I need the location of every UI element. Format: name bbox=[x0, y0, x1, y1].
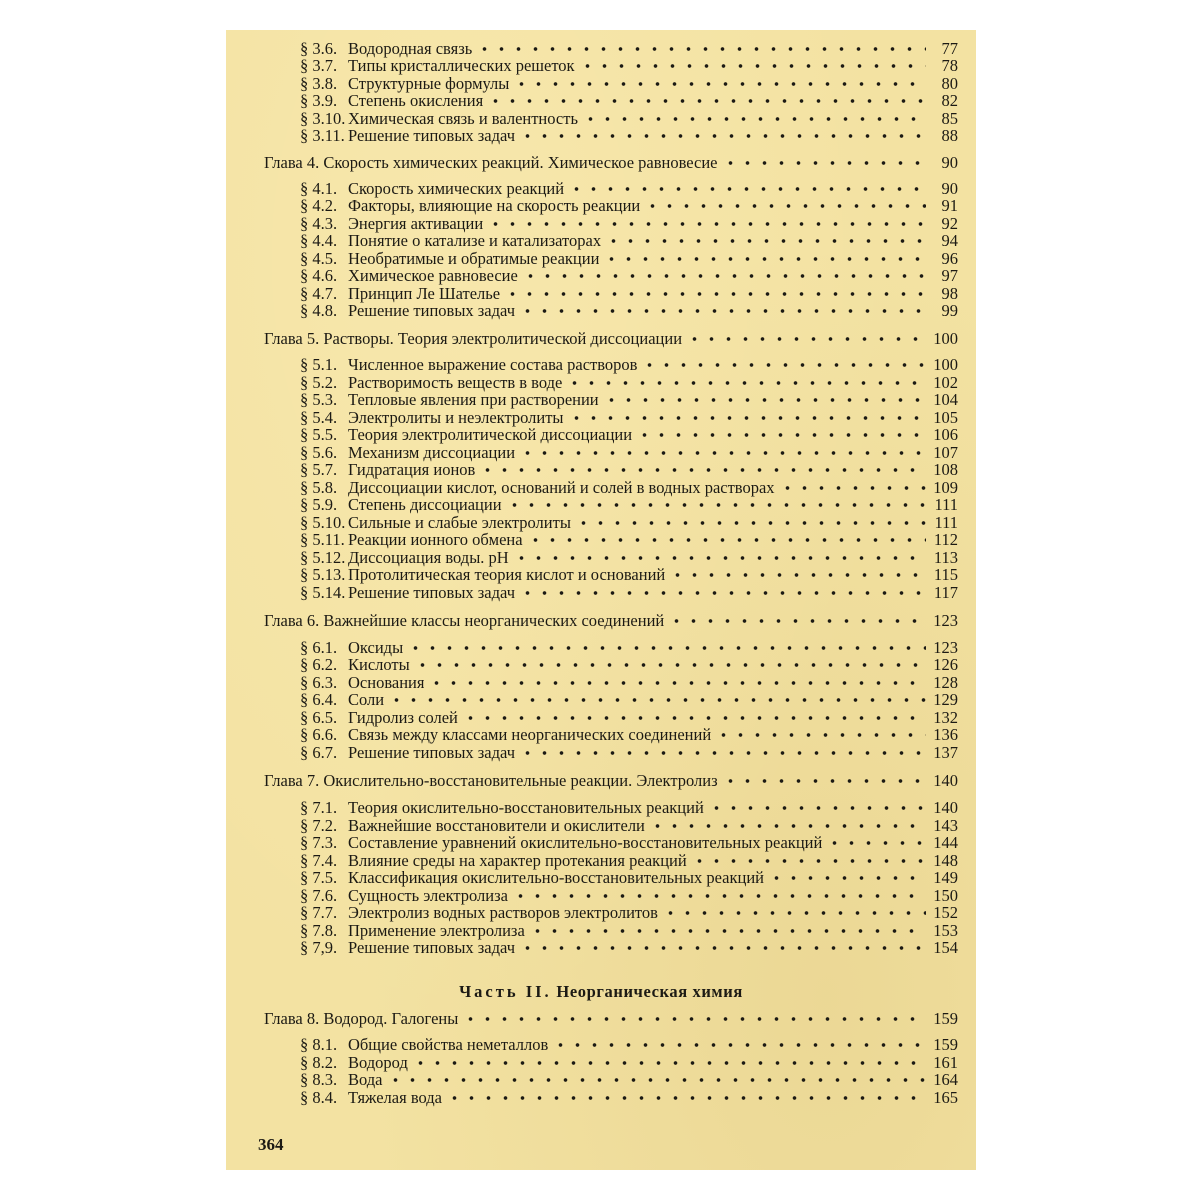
dot-leader bbox=[519, 308, 926, 314]
section-entry bbox=[300, 939, 958, 957]
page-number: 364 bbox=[258, 1135, 284, 1154]
section-entry bbox=[300, 922, 958, 940]
entry-page-number: 85 bbox=[941, 109, 958, 128]
section-number: § 4.1. bbox=[300, 179, 338, 198]
dot-leader bbox=[529, 928, 926, 934]
section-title: Численное выражение состава растворов bbox=[348, 356, 638, 374]
section-entry bbox=[300, 215, 958, 233]
dot-leader bbox=[715, 732, 926, 738]
entry-page-number: 159 bbox=[933, 1009, 958, 1028]
section-title: Классификация окислительно-восстановительных реакций bbox=[348, 869, 764, 887]
part-heading bbox=[226, 982, 976, 1002]
entry-page-number: 165 bbox=[933, 1088, 958, 1107]
entry-page-number: 137 bbox=[933, 743, 958, 762]
dot-leader bbox=[519, 450, 926, 456]
dot-leader bbox=[513, 555, 926, 561]
section-number: § 6.6. bbox=[300, 725, 338, 744]
section-entry bbox=[300, 409, 958, 427]
dot-leader bbox=[575, 520, 926, 526]
dot-leader bbox=[412, 1060, 926, 1066]
section-title: Связь между классами неорганических соединений bbox=[348, 726, 712, 744]
section-number: § 7,9. bbox=[300, 938, 338, 957]
section-number: § 5.4. bbox=[300, 408, 338, 427]
entry-page-number: 136 bbox=[933, 725, 958, 744]
section-number: § 3.6. bbox=[300, 39, 338, 58]
section-number: § 4.7. bbox=[300, 284, 338, 303]
section-entry bbox=[300, 584, 958, 602]
dot-leader bbox=[722, 778, 926, 784]
section-entry bbox=[300, 75, 958, 93]
entry-page-number: 108 bbox=[933, 460, 958, 479]
dot-leader bbox=[566, 380, 926, 386]
section-title: Тепловые явления при растворении bbox=[348, 391, 599, 409]
section-number: § 7.5. bbox=[300, 868, 338, 887]
section-title: Тяжелая вода bbox=[348, 1089, 442, 1107]
section-entry bbox=[300, 356, 958, 374]
part-label: Часть II. bbox=[459, 982, 552, 1001]
dot-leader bbox=[462, 715, 926, 721]
section-title: Структурные формулы bbox=[348, 75, 510, 93]
section-number: § 6.5. bbox=[300, 708, 338, 727]
dot-leader bbox=[603, 256, 926, 262]
dot-leader bbox=[527, 537, 926, 543]
dot-leader bbox=[582, 116, 926, 122]
section-entry bbox=[300, 531, 958, 549]
section-entry bbox=[300, 285, 958, 303]
section-entry bbox=[300, 817, 958, 835]
dot-leader bbox=[487, 98, 926, 104]
section-title: Гидратация ионов bbox=[348, 461, 476, 479]
section-number: § 6.3. bbox=[300, 673, 338, 692]
entry-page-number: 97 bbox=[941, 266, 958, 285]
dot-leader bbox=[636, 432, 926, 438]
section-title: Кислоты bbox=[348, 656, 410, 674]
entry-page-number: 111 bbox=[934, 495, 958, 514]
dot-leader bbox=[519, 590, 926, 596]
section-title: Решение типовых задач bbox=[348, 744, 515, 762]
dot-leader bbox=[479, 467, 926, 473]
section-title: Водород bbox=[348, 1054, 408, 1072]
section-entry bbox=[300, 302, 958, 320]
section-entry bbox=[300, 514, 958, 532]
section-number: § 7.8. bbox=[300, 921, 338, 940]
section-number: § 6.2. bbox=[300, 655, 338, 674]
section-title: Гидролиз солей bbox=[348, 709, 458, 727]
entry-page-number: 77 bbox=[941, 39, 958, 58]
section-number: § 7.3. bbox=[300, 833, 338, 852]
chapter-entry bbox=[264, 612, 958, 630]
section-title: Общие свойства неметаллов bbox=[348, 1036, 549, 1054]
section-number: § 4.8. bbox=[300, 301, 338, 320]
dot-leader bbox=[603, 397, 926, 403]
entry-page-number: 150 bbox=[933, 886, 958, 905]
section-title: Скорость химических реакций bbox=[348, 180, 565, 198]
section-number: § 5.8. bbox=[300, 478, 338, 497]
dot-leader bbox=[662, 910, 926, 916]
entry-page-number: 80 bbox=[941, 74, 958, 93]
dot-leader bbox=[487, 221, 926, 227]
section-number: § 4.5. bbox=[300, 249, 338, 268]
entry-page-number: 100 bbox=[933, 355, 958, 374]
section-entry bbox=[300, 852, 958, 870]
section-entry bbox=[300, 1036, 958, 1054]
section-entry bbox=[300, 1054, 958, 1072]
section-title: Решение типовых задач bbox=[348, 584, 515, 602]
section-number: § 4.2. bbox=[300, 196, 338, 215]
section-number: § 5.3. bbox=[300, 390, 338, 409]
section-title: Теория электролитической диссоциации bbox=[348, 426, 633, 444]
entry-page-number: 112 bbox=[933, 530, 958, 549]
section-title: Растворимость веществ в воде bbox=[348, 374, 563, 392]
section-title: Диссоциации кислот, оснований и солей в водных растворах bbox=[348, 479, 775, 497]
section-entry bbox=[300, 869, 958, 887]
section-entry bbox=[300, 197, 958, 215]
dot-leader bbox=[579, 63, 926, 69]
section-number: § 5.6. bbox=[300, 443, 338, 462]
entry-page-number: 152 bbox=[933, 903, 958, 922]
section-entry bbox=[300, 744, 958, 762]
section-number: § 8.2. bbox=[300, 1053, 338, 1072]
dot-leader bbox=[504, 291, 926, 297]
section-number: § 6.7. bbox=[300, 743, 338, 762]
section-entry bbox=[300, 232, 958, 250]
section-entry bbox=[300, 461, 958, 479]
section-number: § 5.9. bbox=[300, 495, 338, 514]
dot-leader bbox=[568, 186, 926, 192]
section-entry bbox=[300, 92, 958, 110]
entry-page-number: 82 bbox=[941, 91, 958, 110]
entry-page-number: 149 bbox=[933, 868, 958, 887]
section-title: Соли bbox=[348, 691, 385, 709]
dot-leader bbox=[519, 945, 926, 951]
entry-page-number: 98 bbox=[941, 284, 958, 303]
section-title: Решение типовых задач bbox=[348, 127, 515, 145]
section-title: Вода bbox=[348, 1071, 383, 1089]
section-entry bbox=[300, 709, 958, 727]
section-number: § 5.1. bbox=[300, 355, 338, 374]
entry-page-number: 161 bbox=[933, 1053, 958, 1072]
entry-page-number: 94 bbox=[941, 231, 958, 250]
chapter-title: Глава 4. Скорость химических реакций. Химическое равновесие bbox=[264, 154, 718, 172]
book-page bbox=[226, 30, 976, 1170]
section-title: Протолитическая теория кислот и оснований bbox=[348, 566, 666, 584]
dot-leader bbox=[669, 572, 926, 578]
section-entry bbox=[300, 391, 958, 409]
chapter-title: Глава 7. Окислительно-восстановительные реакции. Электролиз bbox=[264, 772, 718, 790]
section-number: § 3.7. bbox=[300, 56, 338, 75]
entry-page-number: 123 bbox=[933, 638, 958, 657]
dot-leader bbox=[462, 1016, 926, 1022]
dot-leader bbox=[644, 203, 926, 209]
chapter-title: Глава 6. Важнейшие классы неорганических соединений bbox=[264, 612, 665, 630]
section-number: § 3.10. bbox=[300, 109, 346, 128]
section-entry bbox=[300, 479, 958, 497]
chapter-entry bbox=[264, 1010, 958, 1028]
section-entry bbox=[300, 887, 958, 905]
section-entry bbox=[300, 444, 958, 462]
section-title: Применение электролиза bbox=[348, 922, 525, 940]
entry-page-number: 102 bbox=[933, 373, 958, 392]
section-title: Химическое равновесие bbox=[348, 267, 518, 285]
section-entry bbox=[300, 674, 958, 692]
entry-page-number: 148 bbox=[933, 851, 958, 870]
entry-page-number: 140 bbox=[933, 798, 958, 817]
section-number: § 5.2. bbox=[300, 373, 338, 392]
section-title: Степень диссоциации bbox=[348, 496, 502, 514]
dot-leader bbox=[446, 1095, 926, 1101]
section-number: § 7.7. bbox=[300, 903, 338, 922]
dot-leader bbox=[826, 840, 926, 846]
part-title: Неорганическая химия bbox=[551, 982, 743, 1001]
entry-page-number: 111 bbox=[934, 513, 958, 532]
entry-page-number: 107 bbox=[933, 443, 958, 462]
dot-leader bbox=[568, 415, 926, 421]
section-entry bbox=[300, 639, 958, 657]
entry-page-number: 88 bbox=[941, 126, 958, 145]
section-entry bbox=[300, 549, 958, 567]
section-title: Понятие о катализе и катализаторах bbox=[348, 232, 602, 250]
section-entry bbox=[300, 904, 958, 922]
dot-leader bbox=[388, 697, 926, 703]
section-entry bbox=[300, 496, 958, 514]
dot-leader bbox=[722, 160, 927, 166]
chapter-title: Глава 8. Водород. Галогены bbox=[264, 1010, 459, 1028]
entry-page-number: 91 bbox=[941, 196, 958, 215]
section-number: § 6.1. bbox=[300, 638, 338, 657]
entry-page-number: 96 bbox=[941, 249, 958, 268]
dot-leader bbox=[513, 81, 926, 87]
entry-page-number: 117 bbox=[933, 583, 958, 602]
entry-page-number: 90 bbox=[941, 153, 958, 172]
section-title: Сильные и слабые электролиты bbox=[348, 514, 571, 532]
section-number: § 5.13. bbox=[300, 565, 346, 584]
dot-leader bbox=[708, 805, 926, 811]
section-number: § 8.4. bbox=[300, 1088, 338, 1107]
section-number: § 4.3. bbox=[300, 214, 338, 233]
section-title: Важнейшие восстановители и окислители bbox=[348, 817, 645, 835]
section-title: Решение типовых задач bbox=[348, 939, 515, 957]
section-number: § 6.4. bbox=[300, 690, 338, 709]
section-title: Степень окисления bbox=[348, 92, 484, 110]
section-entry bbox=[300, 691, 958, 709]
entry-page-number: 164 bbox=[933, 1070, 958, 1089]
section-entry bbox=[300, 250, 958, 268]
section-entry bbox=[300, 566, 958, 584]
section-entry bbox=[300, 1071, 958, 1089]
section-entry bbox=[300, 834, 958, 852]
section-entry bbox=[300, 180, 958, 198]
section-number: § 5.12. bbox=[300, 548, 346, 567]
entry-page-number: 123 bbox=[933, 611, 958, 630]
dot-leader bbox=[649, 823, 926, 829]
chapter-entry bbox=[264, 154, 958, 172]
section-number: § 5.7. bbox=[300, 460, 338, 479]
section-title: Принцип Ле Шателье bbox=[348, 285, 501, 303]
entry-page-number: 105 bbox=[933, 408, 958, 427]
section-entry bbox=[300, 726, 958, 744]
dot-leader bbox=[522, 273, 926, 279]
entry-page-number: 109 bbox=[933, 478, 958, 497]
section-title: Основания bbox=[348, 674, 425, 692]
dot-leader bbox=[686, 336, 926, 342]
section-number: § 4.4. bbox=[300, 231, 338, 250]
chapter-entry bbox=[264, 330, 958, 348]
dot-leader bbox=[779, 485, 926, 491]
entry-page-number: 106 bbox=[933, 425, 958, 444]
section-title: Электролиз водных растворов электролитов bbox=[348, 904, 658, 922]
section-entry bbox=[300, 656, 958, 674]
section-title: Решение типовых задач bbox=[348, 302, 515, 320]
section-entry bbox=[300, 1089, 958, 1107]
section-title: Факторы, влияющие на скорость реакции bbox=[348, 197, 641, 215]
section-title: Влияние среды на характер протекания реакций bbox=[348, 852, 687, 870]
section-title: Типы кристаллических решеток bbox=[348, 57, 575, 75]
section-number: § 3.11. bbox=[300, 126, 345, 145]
entry-page-number: 159 bbox=[933, 1035, 958, 1054]
dot-leader bbox=[519, 750, 926, 756]
dot-leader bbox=[605, 238, 926, 244]
chapter-title: Глава 5. Растворы. Теория электролитической диссоциации bbox=[264, 330, 683, 348]
section-number: § 8.1. bbox=[300, 1035, 338, 1054]
section-entry bbox=[300, 426, 958, 444]
entry-page-number: 143 bbox=[933, 816, 958, 835]
section-title: Химическая связь и валентность bbox=[348, 110, 578, 128]
entry-page-number: 128 bbox=[933, 673, 958, 692]
section-title: Электролиты и неэлектролиты bbox=[348, 409, 564, 427]
section-entry bbox=[300, 57, 958, 75]
section-number: § 8.3. bbox=[300, 1070, 338, 1089]
entry-page-number: 126 bbox=[933, 655, 958, 674]
entry-page-number: 90 bbox=[941, 179, 958, 198]
entry-page-number: 129 bbox=[933, 690, 958, 709]
dot-leader bbox=[552, 1042, 926, 1048]
entry-page-number: 153 bbox=[933, 921, 958, 940]
chapter-entry bbox=[264, 772, 958, 790]
section-title: Сущность электролиза bbox=[348, 887, 508, 905]
dot-leader bbox=[387, 1077, 927, 1083]
entry-page-number: 144 bbox=[933, 833, 958, 852]
section-number: § 7.4. bbox=[300, 851, 338, 870]
section-title: Диссоциация воды. pH bbox=[348, 549, 509, 567]
section-title: Оксиды bbox=[348, 639, 404, 657]
section-title: Реакции ионного обмена bbox=[348, 531, 523, 549]
entry-page-number: 78 bbox=[941, 56, 958, 75]
section-number: § 3.9. bbox=[300, 91, 338, 110]
section-number: § 5.5. bbox=[300, 425, 338, 444]
section-number: § 5.10. bbox=[300, 513, 346, 532]
section-number: § 7.1. bbox=[300, 798, 338, 817]
dot-leader bbox=[668, 618, 926, 624]
entry-page-number: 140 bbox=[933, 771, 958, 790]
dot-leader bbox=[641, 362, 926, 368]
section-entry bbox=[300, 374, 958, 392]
dot-leader bbox=[428, 680, 926, 686]
section-number: § 3.8. bbox=[300, 74, 338, 93]
entry-page-number: 132 bbox=[933, 708, 958, 727]
dot-leader bbox=[519, 133, 926, 139]
section-number: § 7.2. bbox=[300, 816, 338, 835]
section-entry bbox=[300, 110, 958, 128]
section-title: Теория окислительно-восстановительных реакций bbox=[348, 799, 704, 817]
entry-page-number: 99 bbox=[941, 301, 958, 320]
entry-page-number: 115 bbox=[933, 565, 958, 584]
section-number: § 7.6. bbox=[300, 886, 338, 905]
dot-leader bbox=[476, 46, 926, 52]
section-title: Водородная связь bbox=[348, 40, 473, 58]
dot-leader bbox=[691, 858, 926, 864]
section-title: Механизм диссоциации bbox=[348, 444, 516, 462]
dot-leader bbox=[506, 502, 926, 508]
dot-leader bbox=[768, 875, 926, 881]
dot-leader bbox=[414, 662, 926, 668]
section-title: Энергия активации bbox=[348, 215, 484, 233]
dot-leader bbox=[407, 645, 926, 651]
entry-page-number: 92 bbox=[941, 214, 958, 233]
entry-page-number: 104 bbox=[933, 390, 958, 409]
section-title: Необратимые и обратимые реакции bbox=[348, 250, 600, 268]
section-entry bbox=[300, 799, 958, 817]
entry-page-number: 113 bbox=[933, 548, 958, 567]
section-number: § 5.14. bbox=[300, 583, 346, 602]
section-title: Составление уравнений окислительно-восстановительных реакций bbox=[348, 834, 823, 852]
section-number: § 5.11. bbox=[300, 530, 345, 549]
section-entry bbox=[300, 267, 958, 285]
section-entry bbox=[300, 127, 958, 145]
entry-page-number: 100 bbox=[933, 329, 958, 348]
entry-page-number: 154 bbox=[933, 938, 958, 957]
section-number: § 4.6. bbox=[300, 266, 338, 285]
dot-leader bbox=[512, 893, 926, 899]
section-entry bbox=[300, 40, 958, 58]
